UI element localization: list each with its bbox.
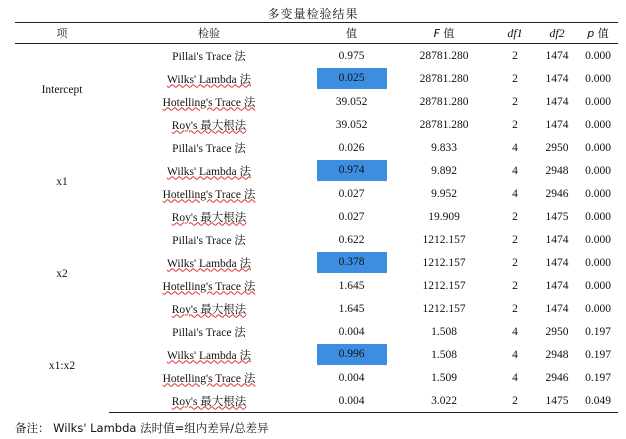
test-name: [109, 159, 309, 182]
value-text: 39.052: [335, 118, 368, 131]
value-text: 1.645: [338, 279, 365, 292]
value-text: 0.027: [338, 210, 365, 223]
df2-value: 2948: [545, 164, 569, 177]
test-name-text: Hotelling's Trace 法: [162, 372, 256, 385]
f-value: 9.892: [431, 164, 457, 177]
df1-value: 2: [512, 256, 518, 269]
p-value: 0.197: [585, 325, 611, 338]
table-body: [15, 44, 618, 413]
f-value: 3.022: [394, 389, 494, 413]
test-name-text: Wilks' Lambda 法: [166, 349, 251, 362]
test-value: [309, 297, 394, 320]
highlighted-value: 0.378: [317, 252, 387, 273]
f-value: 1212.157: [422, 233, 466, 246]
test-name: [109, 205, 309, 228]
table-row: [15, 136, 618, 159]
highlighted-value: 0.996: [317, 344, 387, 365]
test-name: [109, 251, 309, 274]
p-value: 0.000: [585, 164, 611, 177]
test-name: [109, 320, 309, 343]
p-value: 0.000: [585, 95, 611, 108]
test-name-text: Hotelling's Trace 法: [162, 96, 256, 109]
test-name-text: Roy's 最大根法: [171, 395, 247, 408]
test-value: [309, 251, 394, 274]
group-label: x1:x2: [48, 360, 76, 373]
test-name: [109, 136, 309, 159]
header-df1: df1: [494, 23, 536, 44]
test-name-text: Pillai's Trace 法: [172, 142, 246, 155]
df1-value: 4: [512, 164, 518, 177]
test-value: [309, 389, 394, 413]
p-value: 0.197: [585, 371, 611, 384]
df1-value: 2: [512, 95, 518, 108]
value-text: 0.027: [338, 187, 365, 200]
f-value: 28781.280: [419, 72, 469, 85]
p-value: 0.000: [585, 118, 611, 131]
test-value: [309, 366, 394, 389]
table-title: 多变量检验结果: [267, 7, 359, 21]
f-value: 1212.157: [422, 256, 466, 269]
f-value: 19.909: [428, 210, 460, 223]
test-name: [109, 343, 309, 366]
value-text: 1.645: [338, 302, 365, 315]
test-name-text: Roy's 最大根法: [171, 211, 247, 224]
df1-value: 2: [512, 210, 518, 223]
f-value: 1.508: [431, 348, 457, 361]
test-name: [109, 297, 309, 320]
test-value: [309, 113, 394, 136]
test-name: [109, 44, 309, 68]
test-name-text: Hotelling's Trace 法: [162, 188, 256, 201]
test-name-text: Wilks' Lambda 法: [166, 73, 251, 86]
df2-value: 1474: [545, 233, 569, 246]
test-value: [309, 67, 394, 90]
header-value: 值: [309, 23, 394, 44]
p-value: 0.000: [585, 49, 611, 62]
footnote: [15, 420, 269, 436]
df1-value: 2: [512, 49, 518, 62]
header-df2: df2: [536, 23, 578, 44]
test-value: [309, 44, 394, 68]
footnote-text: 备注： Wilks' Lambda 法时值=组内差异/总差异: [15, 421, 269, 435]
group-label: x2: [56, 268, 68, 280]
df1-value: 4: [512, 325, 518, 338]
f-value: 28781.280: [419, 118, 469, 131]
test-value: [309, 205, 394, 228]
test-name-text: Roy's 最大根法: [171, 119, 247, 132]
df2-value: 2946: [545, 187, 569, 200]
highlighted-value: 0.025: [317, 68, 387, 89]
test-value: [309, 90, 394, 113]
test-name-text: Wilks' Lambda 法: [166, 257, 251, 270]
test-value: [309, 343, 394, 366]
test-name: [109, 67, 309, 90]
df2-value: 1474: [545, 279, 569, 292]
table-row: [15, 320, 618, 343]
group-label: x1: [56, 176, 68, 188]
p-value: 0.000: [585, 210, 611, 223]
df1-value: 2: [512, 118, 518, 131]
p-value: 0.049: [578, 389, 618, 413]
test-name: [109, 366, 309, 389]
df1-value: 2: [512, 233, 518, 246]
f-value: 28781.280: [419, 95, 469, 108]
df2-value: 1474: [545, 49, 569, 62]
header-p-symbol: p: [587, 27, 595, 40]
value-text: 0.004: [338, 394, 365, 407]
test-name-text: Roy's 最大根法: [171, 303, 247, 316]
df1-value: 2: [494, 389, 536, 413]
df1-value: 4: [512, 348, 518, 361]
df2-value: 2948: [545, 348, 569, 361]
df2-value: 2950: [545, 325, 569, 338]
header-f-symbol: F: [433, 27, 440, 40]
df1-value: 4: [512, 141, 518, 154]
df1-value: 4: [512, 371, 518, 384]
table-row: [15, 228, 618, 251]
f-value: 1212.157: [422, 279, 466, 292]
df2-value: 2950: [545, 141, 569, 154]
f-value: 1212.157: [422, 302, 466, 315]
df2-value: 1474: [545, 118, 569, 131]
df1-value: 2: [512, 279, 518, 292]
p-value: 0.000: [585, 187, 611, 200]
test-value: [309, 136, 394, 159]
test-name: [109, 389, 309, 413]
f-value: 9.833: [431, 141, 457, 154]
p-value: 0.197: [585, 348, 611, 361]
test-name: [109, 182, 309, 205]
test-name-text: Pillai's Trace 法: [172, 326, 246, 339]
df1-value: 2: [512, 302, 518, 315]
test-name-text: Pillai's Trace 法: [172, 234, 246, 247]
test-name-text: Hotelling's Trace 法: [162, 280, 256, 293]
p-value: 0.000: [585, 233, 611, 246]
header-f-suffix: 值: [439, 27, 455, 40]
test-name: [109, 228, 309, 251]
df2-value: 1475: [545, 210, 569, 223]
f-value: 1.508: [431, 325, 457, 338]
value-text: 39.052: [335, 95, 368, 108]
header-p: [578, 23, 618, 44]
value-text: 0.975: [338, 49, 365, 62]
df1-value: 4: [512, 187, 518, 200]
value-text: 0.004: [338, 325, 365, 338]
f-value: 9.952: [431, 187, 457, 200]
test-name-text: Wilks' Lambda 法: [166, 165, 251, 178]
group-label: Intercept: [41, 84, 83, 96]
p-value: 0.000: [585, 256, 611, 269]
header-p-suffix: 值: [594, 27, 609, 40]
test-value: [309, 320, 394, 343]
df2-value: 1474: [545, 256, 569, 269]
header-f: [394, 23, 494, 44]
df2-value: 1475: [536, 389, 578, 413]
value-text: 0.026: [338, 141, 365, 154]
df1-value: 2: [512, 72, 518, 85]
test-value: [309, 274, 394, 297]
df2-value: 2946: [545, 371, 569, 384]
multivariate-test-table: [15, 22, 618, 413]
header-row: [15, 23, 618, 44]
df2-value: 1474: [545, 72, 569, 85]
p-value: 0.000: [585, 72, 611, 85]
test-name-text: Pillai's Trace 法: [172, 50, 246, 63]
highlighted-value: 0.974: [317, 160, 387, 181]
header-test: 检验: [109, 23, 309, 44]
table-row: [15, 44, 618, 68]
p-value: 0.000: [585, 141, 611, 154]
test-name: [109, 113, 309, 136]
df2-value: 1474: [545, 302, 569, 315]
p-value: 0.000: [585, 279, 611, 292]
f-value: 28781.280: [419, 49, 469, 62]
value-text: 0.622: [338, 233, 365, 246]
test-value: [309, 182, 394, 205]
df2-value: 1474: [545, 95, 569, 108]
test-name: [109, 274, 309, 297]
test-value: [309, 159, 394, 182]
f-value: 1.509: [431, 371, 457, 384]
header-item: 项: [15, 23, 109, 44]
test-name: [109, 90, 309, 113]
p-value: 0.000: [585, 302, 611, 315]
value-text: 0.004: [338, 371, 365, 384]
test-value: [309, 228, 394, 251]
